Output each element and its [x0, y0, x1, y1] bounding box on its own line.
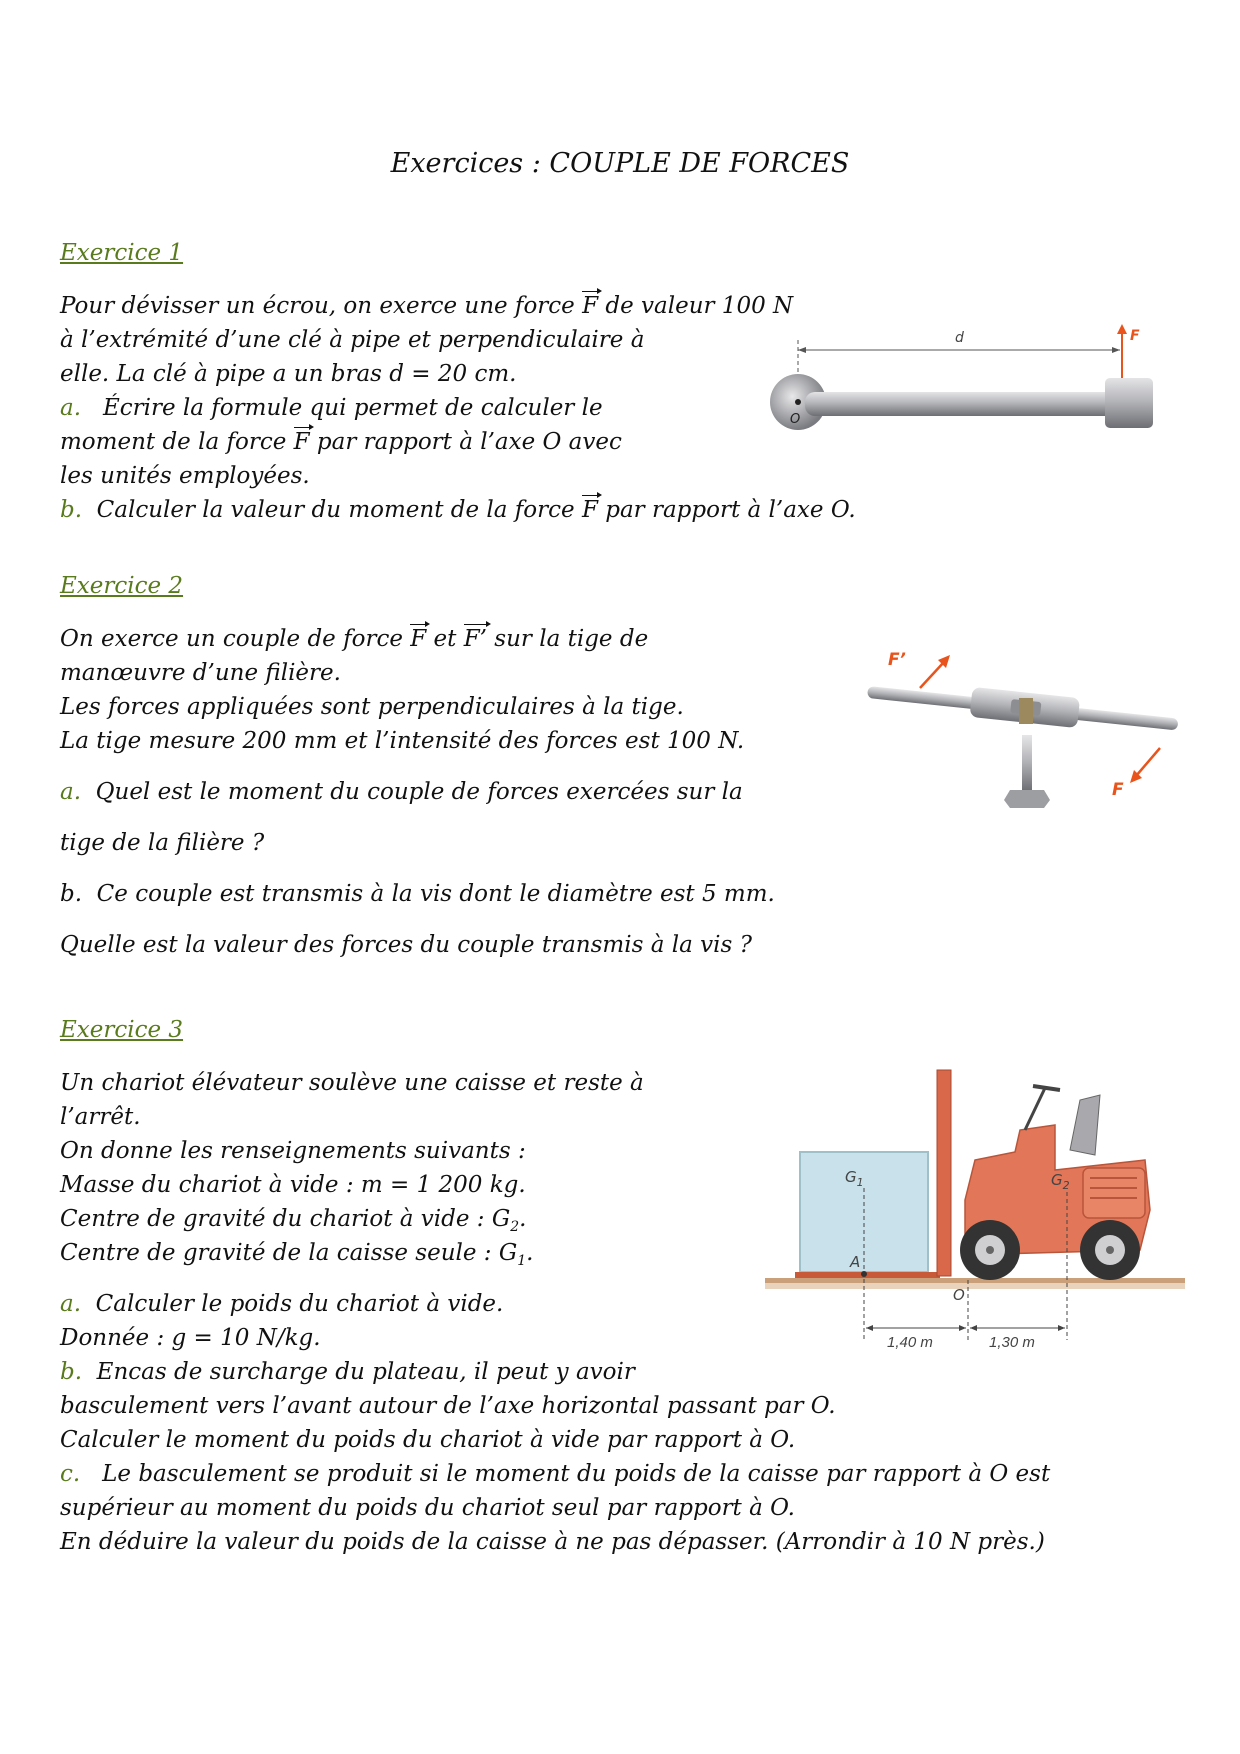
exercise-1-heading: Exercice 1 [60, 240, 184, 266]
dimension-1-40m: 1,40 m [887, 1334, 933, 1351]
ex1-line-1: Pour dévisser un écrou, on exerce une force F de valeur 100 N [60, 289, 793, 323]
ex3-question-c-line-3: En déduire la valeur du poids de la caisse à ne pas dépasser. (Arrondir à 10 N près.) [60, 1529, 1045, 1555]
ex2-question-b-line-1: b. Ce couple est transmis à la vis dont le diamètre est 5 mm. [60, 881, 775, 907]
screw-top [1019, 698, 1033, 724]
mast [937, 1070, 951, 1276]
seat [1070, 1095, 1100, 1155]
ex2-question-b-line-2: Quelle est la valeur des forces du couple transmis à la vis ? [60, 932, 752, 958]
page-title: Exercices : COUPLE DE FORCES [390, 148, 850, 179]
screw-shaft [1022, 735, 1032, 790]
steering-column [1025, 1088, 1045, 1130]
ex1-line-2: à l’extrémité d’une clé à pipe et perpendiculaire à [60, 327, 645, 353]
steering-wheel [1033, 1086, 1060, 1090]
exercise-3-heading: Exercice 3 [60, 1017, 184, 1043]
ex1-question-b: b. Calculer la valeur du moment de la force F par rapport à l’axe O. [60, 493, 856, 527]
label-g2: $G_2$ [1051, 1171, 1070, 1192]
ex2-question-a-line-1: a. Quel est le moment du couple de forces exercées sur la [60, 779, 743, 805]
force-label-f: F [1112, 780, 1124, 800]
wrench-bar [805, 392, 1125, 416]
force-label-f-prime: F’ [888, 650, 906, 670]
die-stock-figure [860, 640, 1190, 815]
ex3-question-b-line-2: basculement vers l’avant autour de l’axe horizontal passant par O. [60, 1393, 836, 1419]
ex3-question-c-line-1: c. Le basculement se produit si le moment du poids de la caisse par rapport à O est [60, 1461, 1051, 1487]
ex3-question-c-line-2: supérieur au moment du poids du chariot seul par rapport à O. [60, 1495, 795, 1521]
ex2-line-2: manœuvre d’une filière. [60, 660, 341, 686]
wrench-figure [760, 318, 1160, 438]
ex3-line-6: Centre de gravité de la caisse seule : $G_1$. [60, 1240, 534, 1269]
force-arrow-f-prime [920, 662, 944, 688]
label-a: A [850, 1253, 861, 1271]
ex3-question-b-line-3: Calculer le moment du poids du chariot à vide par rapport à O. [60, 1427, 796, 1453]
dimension-label-d: d [955, 330, 964, 346]
ex2-line-1: On exerce un couple de force F et F’ sur la tige de [60, 622, 648, 656]
dimension-1-30m: 1,30 m [989, 1334, 1035, 1351]
ex3-line-4: Masse du chariot à vide : m = 1 200 kg. [60, 1172, 526, 1198]
ex3-line-2: l’arrêt. [60, 1104, 141, 1130]
nut [1004, 790, 1050, 808]
forklift-figure [765, 1060, 1195, 1360]
ex3-line-1: Un chariot élévateur soulève une caisse et reste à [60, 1070, 644, 1096]
label-o: O [953, 1286, 965, 1304]
ex2-question-a-line-2: tige de la filière ? [60, 830, 265, 856]
force-vector-f: F [582, 289, 598, 323]
label-g1: $G_1$ [845, 1168, 864, 1189]
ex3-question-a-line-2: Donnée : g = 10 N/kg. [60, 1325, 321, 1351]
ex3-line-5: Centre de gravité du chariot à vide : $G_2$. [60, 1206, 527, 1235]
ex1-line-3: elle. La clé à pipe a un bras d = 20 cm. [60, 361, 517, 387]
ex2-line-3: Les forces appliquées sont perpendiculaires à la tige. [60, 694, 684, 720]
engine-cover [1083, 1168, 1145, 1218]
ex1-question-a-line-3: les unités employées. [60, 463, 310, 489]
ex3-question-a-line-1: a. Calculer le poids du chariot à vide. [60, 1291, 504, 1317]
ground [765, 1278, 1185, 1283]
ex1-question-a-line-2: moment de la force F par rapport à l’axe O avec [60, 425, 622, 459]
ex3-line-3: On donne les renseignements suivants : [60, 1138, 526, 1164]
wrench-socket [1105, 378, 1153, 428]
force-arrow-f [1136, 748, 1160, 776]
axis-label-o: O [790, 412, 801, 427]
ex2-line-4: La tige mesure 200 mm et l’intensité des forces est 100 N. [60, 728, 745, 754]
ex1-question-a-line-1: a. Écrire la formule qui permet de calculer le [60, 395, 603, 421]
ex3-question-b-line-1: b. Encas de surcharge du plateau, il peut y avoir [60, 1359, 635, 1385]
fork [795, 1272, 940, 1278]
exercise-2-heading: Exercice 2 [60, 573, 184, 599]
force-label-f: F [1130, 328, 1140, 344]
